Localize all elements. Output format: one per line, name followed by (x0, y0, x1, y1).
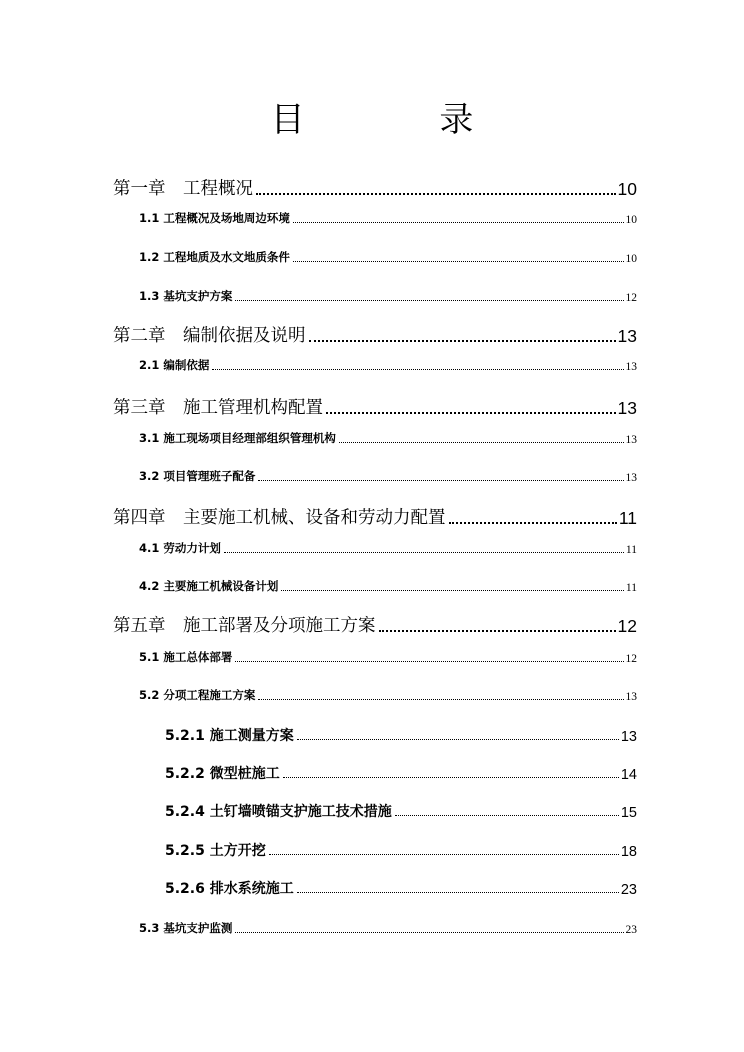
dot-leader (449, 522, 617, 524)
toc-page-number: 12 (625, 653, 637, 665)
toc-entry-label: 第五章 施工部署及分项施工方案 (113, 616, 376, 636)
toc-entry-label: 第一章 工程概况 (113, 179, 253, 199)
toc-entry-label: 第三章 施工管理机构配置 (113, 398, 323, 418)
toc-entry[interactable] (139, 578, 637, 594)
toc-entry[interactable] (165, 801, 637, 821)
toc-entry[interactable] (165, 878, 637, 898)
toc-entry-label: 2.1 编制依据 (139, 358, 210, 372)
toc-entry-label: 5.2.4 土钉墙喷锚支护施工技术措施 (165, 804, 392, 820)
dot-leader (235, 300, 623, 301)
toc-entry[interactable] (165, 763, 637, 783)
toc-entry[interactable] (165, 725, 637, 745)
toc-entry[interactable] (113, 505, 637, 529)
toc-entry-label: 4.1 劳动力计划 (139, 541, 221, 555)
toc-entry-label: 第二章 编制依据及说明 (113, 326, 306, 346)
toc-entry-label: 3.2 项目管理班子配备 (139, 469, 256, 483)
toc-entry[interactable] (139, 288, 637, 304)
dot-leader (269, 854, 619, 855)
toc-entry[interactable] (113, 176, 637, 200)
dot-leader (297, 739, 619, 740)
dot-leader (339, 442, 624, 443)
toc-page-number: 11 (618, 508, 637, 528)
dot-leader (379, 630, 616, 632)
toc-page-number: 11 (625, 544, 637, 556)
toc-page-number: 14 (620, 767, 637, 783)
dot-leader (297, 892, 619, 893)
dot-leader (235, 661, 623, 662)
toc-entry-label: 4.2 主要施工机械设备计划 (139, 579, 279, 593)
toc-page-number: 18 (620, 844, 637, 860)
toc-entry-label: 5.3 基坑支护监测 (139, 921, 233, 935)
dot-leader (224, 552, 624, 553)
toc-entry-label: 第四章 主要施工机械、设备和劳动力配置 (113, 508, 446, 528)
toc-entry[interactable] (165, 840, 637, 860)
toc-page-number: 10 (625, 253, 637, 265)
dot-leader (293, 261, 624, 262)
toc-entry[interactable] (139, 249, 637, 265)
toc-entry[interactable] (139, 540, 637, 556)
dot-leader (256, 193, 616, 195)
dot-leader (395, 815, 619, 816)
toc-entry[interactable] (113, 395, 637, 419)
toc-entry[interactable] (139, 357, 637, 373)
toc-page-number: 13 (625, 691, 637, 703)
toc-page-number: 12 (617, 616, 637, 636)
toc-entry-label: 5.2.1 施工测量方案 (165, 728, 294, 744)
toc-entry-label: 5.1 施工总体部署 (139, 650, 233, 664)
toc-entry-label: 5.2 分项工程施工方案 (139, 688, 256, 702)
dot-leader (212, 369, 623, 370)
toc-page-number: 15 (620, 805, 637, 821)
toc-page-number: 13 (625, 361, 637, 373)
dot-leader (283, 777, 619, 778)
toc-page-number: 23 (620, 882, 637, 898)
dot-leader (258, 699, 623, 700)
dot-leader (258, 480, 623, 481)
toc-page-number: 23 (625, 924, 637, 936)
dot-leader (293, 222, 624, 223)
toc-page-number: 11 (625, 582, 637, 594)
toc-entry[interactable] (113, 613, 637, 637)
dot-leader (326, 412, 616, 414)
toc-page-number: 10 (625, 214, 637, 226)
toc-page-number: 13 (617, 398, 637, 418)
toc-entry[interactable] (139, 649, 637, 665)
toc-entry-label: 1.3 基坑支护方案 (139, 289, 233, 303)
toc-page-number: 13 (617, 326, 637, 346)
toc-page-number: 13 (625, 472, 637, 484)
toc-entry-label: 5.2.2 微型桩施工 (165, 766, 280, 782)
toc-page-number: 13 (625, 434, 637, 446)
toc-entry-label: 5.2.6 排水系统施工 (165, 881, 294, 897)
toc-entry[interactable] (113, 323, 637, 347)
dot-leader (309, 340, 616, 342)
toc-entry[interactable] (139, 920, 637, 936)
toc-page-number: 10 (617, 179, 637, 199)
toc-entry[interactable] (139, 468, 637, 484)
toc-page-number: 13 (620, 729, 637, 745)
toc-entry[interactable] (139, 210, 637, 226)
dot-leader (235, 932, 623, 933)
toc-entry-label: 1.1 工程概况及场地周边环境 (139, 211, 290, 225)
toc-entry-label: 5.2.5 土方开挖 (165, 843, 266, 859)
toc-entry-label: 3.1 施工现场项目经理部组织管理机构 (139, 431, 336, 445)
toc-entry[interactable] (139, 687, 637, 703)
toc-entry-label: 1.2 工程地质及水文地质条件 (139, 250, 290, 264)
toc-page-number: 12 (625, 292, 637, 304)
toc-title: 目 录 (270, 100, 536, 140)
dot-leader (281, 590, 624, 591)
toc-entry[interactable] (139, 430, 637, 446)
